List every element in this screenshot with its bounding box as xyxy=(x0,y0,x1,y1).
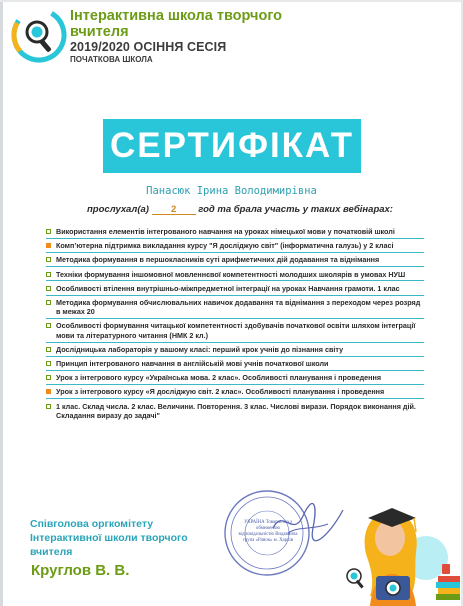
webinar-text: Особливості втілення внутрішньо-міжпредметної інтеграції на уроках Навчання грамоти. 1 клас xyxy=(56,283,400,293)
participant-name: Панасюк Ірина Володимирівна xyxy=(146,185,317,197)
webinar-item xyxy=(46,359,424,371)
webinar-item xyxy=(46,298,424,319)
webinar-text: Принцип інтегрованого навчання в англійській мові учнів початкової школи xyxy=(56,359,329,369)
webinar-text: Дослідницька лабораторія у вашому класі: перший крок учнів до пізнання світу xyxy=(56,344,344,354)
checkbox-icon xyxy=(46,347,51,352)
checkbox-icon xyxy=(46,404,51,409)
webinar-item xyxy=(46,227,424,239)
webinar-text: Методика формування обчислювальних навичок додавання та віднімання з переходом через розряд в межах 20 xyxy=(56,297,421,317)
webinar-item xyxy=(46,345,424,357)
checked-box-icon xyxy=(46,243,51,248)
webinar-item xyxy=(46,284,424,296)
checkbox-icon xyxy=(46,286,51,291)
webinar-item xyxy=(46,321,424,342)
checkbox-icon xyxy=(46,361,51,366)
webinar-text: 1 клас. Склад числа. 2 клас. Величини. Повторення. 3 клас. Числові вирази. Порядок виконання дій. Складання виразу до задачі" xyxy=(56,401,416,420)
webinar-text: Урок з інтегрового курсу «Я досліджую світ. 2 клас». Особливості планування і проведення xyxy=(56,387,385,397)
webinar-text: Методика формування в першокласників суті арифметичних дій додавання та віднімання xyxy=(56,255,380,265)
attendance-prefix: прослухал(а) xyxy=(87,204,149,215)
webinar-text: Використання елементів інтегрованого навчання на уроках німецької мови у початковій школі xyxy=(56,227,395,236)
checkbox-icon xyxy=(46,257,51,262)
session-label: 2019/2020 ОСІННЯ СЕСІЯ xyxy=(70,40,227,54)
school-level: ПОЧАТКОВА ШКОЛА xyxy=(70,55,153,64)
webinar-item xyxy=(46,255,424,267)
signatory-name: Круглов В. В. xyxy=(31,562,130,579)
page-border-top xyxy=(0,0,463,2)
signatory-role: Співголова оргкомітету Інтерактивної школи творчого вчителя xyxy=(30,518,188,558)
attendance-line xyxy=(30,204,450,215)
webinar-text: Особливості формування читацької компетентності здобувачів початкової освіти шляхом інтеграції мови та літературного читання (НМК 2 кл.) xyxy=(56,321,416,340)
teacher-illustration-icon xyxy=(320,500,463,606)
attendance-suffix: год та брала участь у таких вебінарах: xyxy=(198,204,393,215)
checkbox-icon xyxy=(46,300,51,305)
checkbox-icon xyxy=(46,229,51,234)
webinar-text: Урок з інтегрового курсу «Українська мова. 2 клас». Особливості планування і проведення xyxy=(56,373,382,383)
webinar-text: Техніки формування іншомовної мовленнєвої компетентності молодших школярів в умовах НУШ xyxy=(56,269,406,279)
checkbox-icon xyxy=(46,375,51,380)
webinar-text: Комп’ютерна підтримка викладання курсу "Я досліджую світ" (інформатична галузь) у 2 класі xyxy=(56,241,394,251)
hours-count: 2 xyxy=(152,205,196,215)
webinar-item xyxy=(46,387,424,399)
school-logo-icon xyxy=(10,6,68,64)
webinar-item xyxy=(46,373,424,385)
checkbox-icon xyxy=(46,272,51,277)
certificate-banner: СЕРТИФІКАТ xyxy=(103,119,361,173)
page-border-left xyxy=(0,0,3,606)
checkbox-icon xyxy=(46,323,51,328)
webinar-item xyxy=(46,270,424,282)
webinar-item xyxy=(46,402,424,422)
webinar-list xyxy=(46,227,424,424)
webinar-item xyxy=(46,241,424,253)
checked-box-icon xyxy=(46,389,51,394)
stamp-text: УКРАЇНА Товариство з обмеженою відповідальністю Видавнича група «Ранок» м. Харків xyxy=(238,520,298,543)
school-title: Інтерактивна школа творчого вчителя xyxy=(70,8,283,40)
